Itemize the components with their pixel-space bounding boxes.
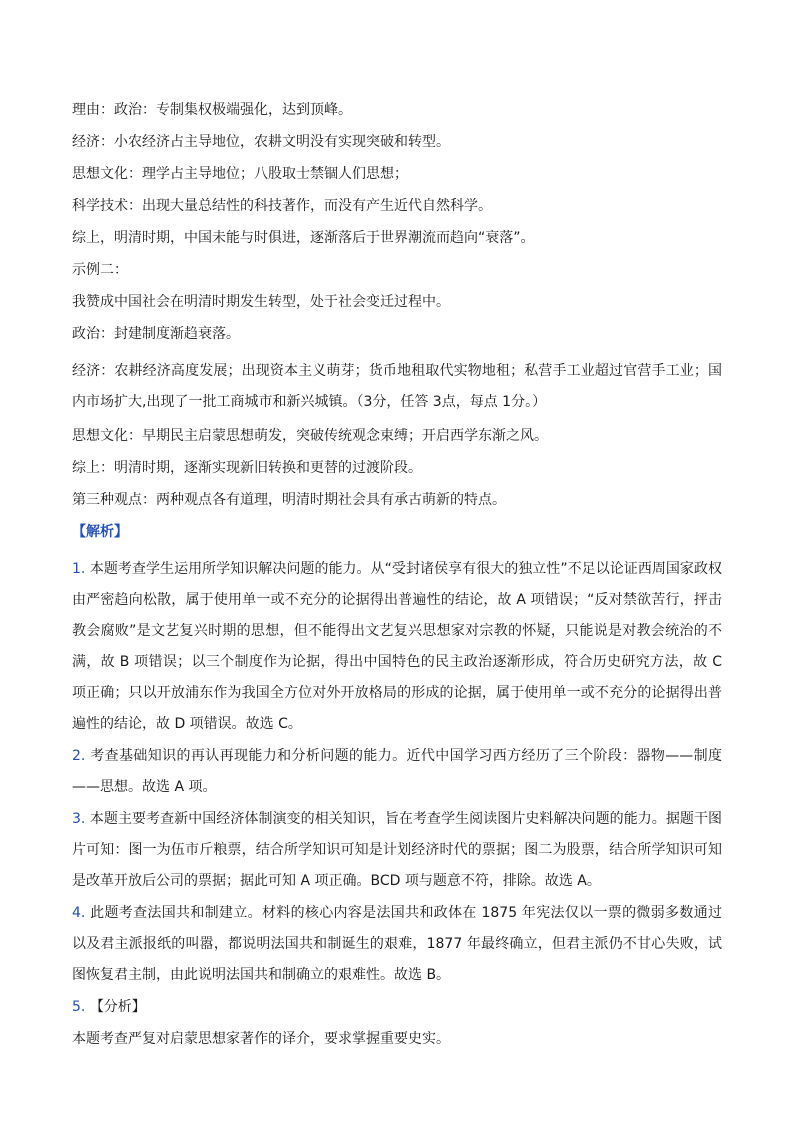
analysis-item-1 (72, 554, 722, 740)
item-text: 本题主要考查新中国经济体制演变的相关知识，旨在考查学生阅读图片史料解决问题的能力。据题干图片可知：图一为伍市斤粮票，结合所学知识可知是计划经济时代的票据；图二为股票，结合所学知识可知是改革开放后公司的票据；据此可知 A 项正确。BCD 项与题意不符，排除。故选 A。 (72, 811, 722, 889)
analysis-item-4 (72, 898, 722, 991)
text-line: 经济：小农经济占主导地位，农耕文明没有实现突破和转型。 (72, 134, 450, 150)
text-line: 我赞成中国社会在明清时期发生转型，处于社会变迁过程中。 (72, 294, 450, 310)
analysis-item-3 (72, 804, 722, 897)
analysis-heading (72, 522, 722, 542)
text-line: 示例二： (72, 262, 128, 278)
item-text: 考查基础知识的再认再现能力和分析问题的能力。近代中国学习西方经历了三个阶段：器物——制度——思想。故选 A 项。 (72, 748, 722, 795)
item-number: 5. (72, 999, 86, 1015)
item-text: 【分析】 (89, 999, 146, 1015)
item-number: 4. (72, 905, 86, 921)
item-text: 本题考查学生运用所学知识解决问题的能力。从“受封诸侯享有很大的独立性”不足以论证西周国家政权由严密趋向松散，属于使用单一或不充分的论据得出普遍性的结论，故 A 项错误；“反对禁欲苦行，抨击教会腐败”是文艺复兴时期的思想，但不能得出文艺复兴思想家对宗教的怀疑，只能说是对教会统治的不满，故 B 项错误；以三个制度作为论据，得出中国特色的民主政治逐渐形成，符合历史研究方法，故 C 项正确；只以开放浦东作为我国全方位对外开放格局的形成的论据，属于使用单一或不充分的论据得出普遍性的结论，故 D 项错误。故选 C。 (72, 561, 722, 732)
item-number: 3. (72, 811, 86, 827)
text-line: 理由：政治：专制集权极端强化，达到顶峰。 (72, 102, 352, 118)
text-line: 政治：封建制度渐趋衰落。 (72, 326, 240, 342)
item-number: 2. (72, 748, 86, 764)
text-line: 科学技术：出现大量总结性的科技著作，而没有产生近代自然科学。 (72, 198, 492, 214)
text-line: 第三种观点：两种观点各有道理，明清时期社会具有承古萌新的特点。 (72, 492, 506, 508)
text-line: 综上，明清时期，中国未能与时俱进，逐渐落后于世界潮流而趋向“衰落”。 (72, 230, 535, 246)
item-number: 1. (72, 561, 86, 577)
text-line: 思想文化：早期民主启蒙思想萌发，突破传统观念束缚；开启西学东渐之风。 (72, 428, 548, 444)
text-paragraph: 经济：农耕经济高度发展；出现资本主义萌芽；货币地租取代实物地租；私营手工业超过官营手工业；国内市场扩大,出现了一批工商城市和新兴城镇。（3分，任答 3点，每点 1分。） (72, 363, 722, 410)
text-line: 思想文化：理学占主导地位；八股取士禁锢人们思想； (72, 166, 408, 182)
document-page (72, 100, 722, 1056)
analysis-tag: 【解析】 (72, 524, 128, 540)
analysis-item-2 (72, 741, 722, 803)
item-text: 此题考查法国共和制建立。材料的核心内容是法国共和政体在 1875 年宪法仅以一票的微弱多数通过以及君主派报纸的叫嚣，都说明法国共和制诞生的艰难，1877 年最终确立，但君主派仍不甘心失败，试图恢复君主制，由此说明法国共和制确立的艰难性。故选 B。 (72, 905, 723, 983)
text-line: 本题考查严复对启蒙思想家著作的译介，要求掌握重要史实。 (72, 1031, 450, 1047)
analysis-item-5 (72, 992, 722, 1023)
text-line: 综上：明清时期，逐渐实现新旧转换和更替的过渡阶段。 (72, 460, 422, 476)
